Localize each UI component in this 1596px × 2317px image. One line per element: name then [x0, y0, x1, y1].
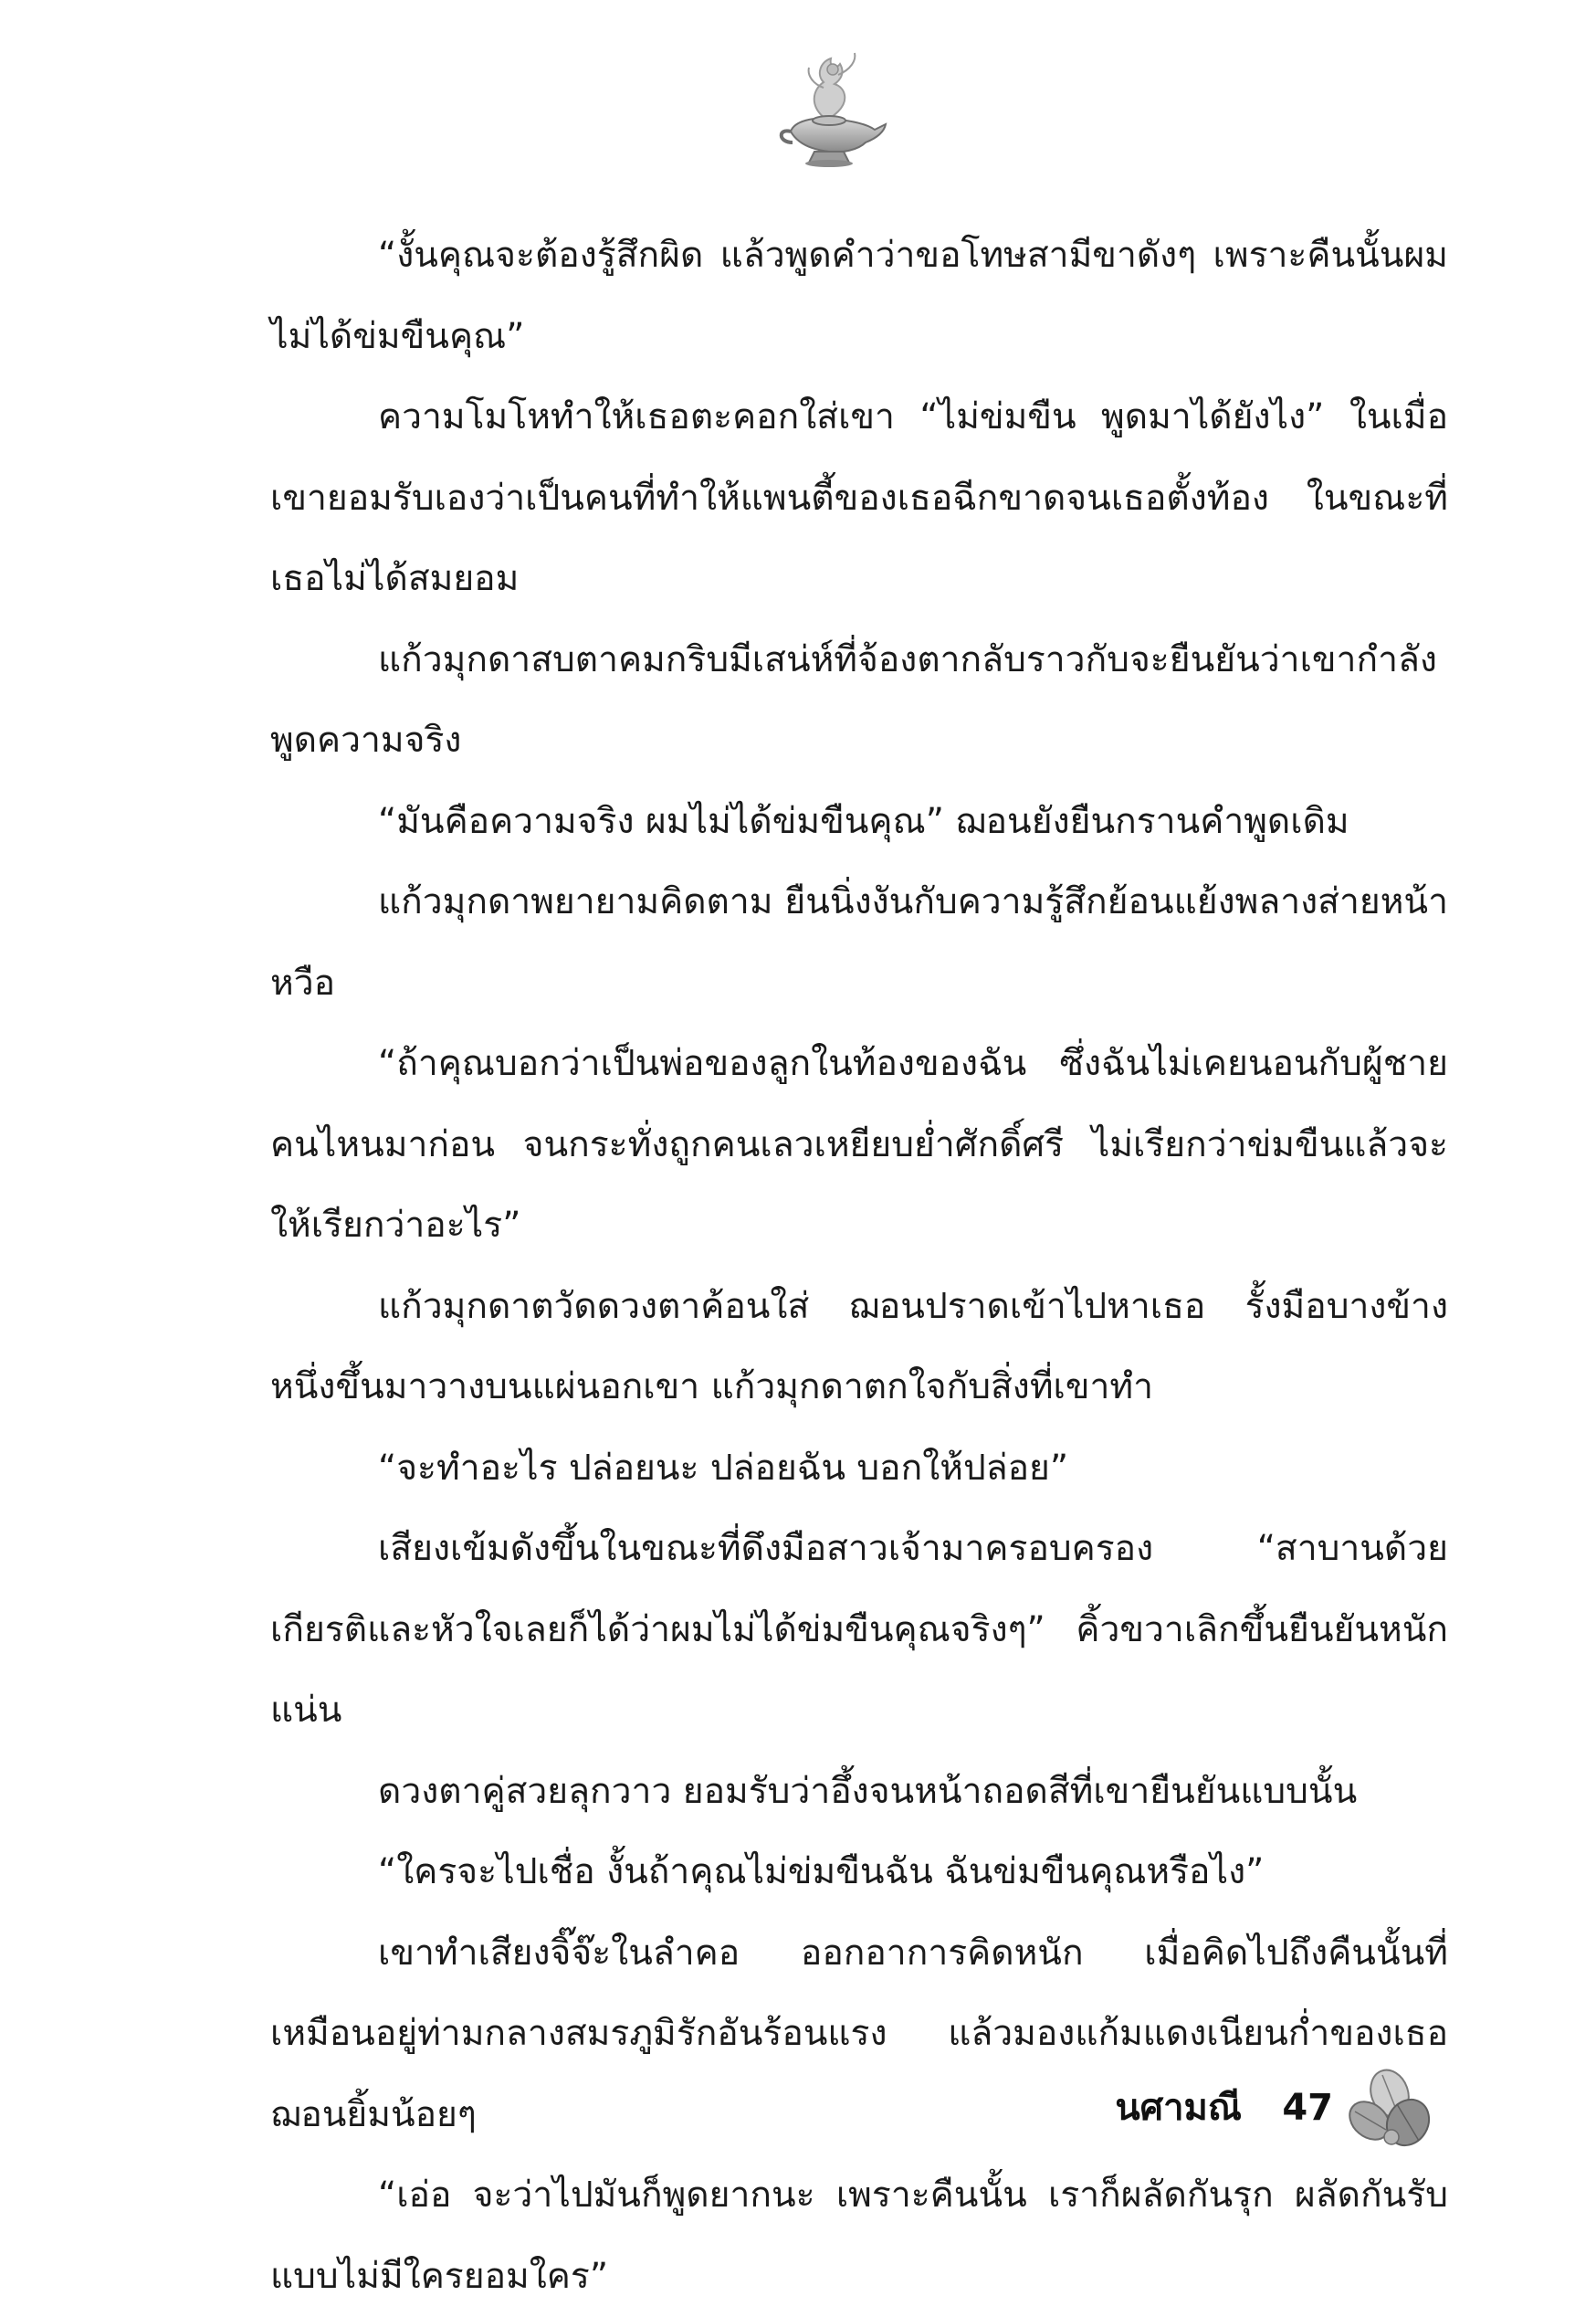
- paragraph: แก้วมุกดาสบตาคมกริบมีเสน่ห์ที่จ้องตากลับราวกับจะยืนยันว่าเขากำลังพูดความจริง: [270, 638, 1437, 761]
- book-title: นศามณี: [1115, 2087, 1242, 2129]
- paragraph: “ใครจะไปเชื่อ งั้นถ้าคุณไม่ข่มขืนฉัน ฉันข่มขืนคุณหรือไง”: [378, 1851, 1265, 1892]
- page-footer: [1096, 2064, 1461, 2164]
- page-number: 47: [1282, 2087, 1333, 2129]
- paragraph: แก้วมุกดาตวัดดวงตาค้อนใส่ ฌอนปราดเข้าไปหาเธอ รั้งมือบางข้างหนึ่งขึ้นมาวางบนแผ่นอกเขา แก้วมุกดาตกใจกับสิ่งที่เขาทำ: [270, 1285, 1448, 1407]
- paragraph: “ถ้าคุณบอกว่าเป็นพ่อของลูกในท้องของฉัน ซึ่งฉันไม่เคยนอนกับผู้ชายคนไหนมาก่อน จนกระทั่งถูกคนเลวเหยียบย่ำศักดิ์ศรี ไม่เรียกว่าข่มขืนแล้วจะให้เรียกว่าอะไร”: [270, 1043, 1448, 1246]
- paragraph: เสียงเข้มดังขึ้นในขณะที่ดึงมือสาวเจ้ามาครอบครอง “สาบานด้วยเกียรติและหัวใจเลยก็ได้ว่าผมไม่ได้ข่มขืนคุณจริงๆ” คิ้วขวาเลิกขึ้นยืนยันหนักแน่น: [270, 1528, 1448, 1731]
- paragraph: “มันคือความจริง ผมไม่ได้ข่มขืนคุณ” ฌอนยังยืนกรานคำพูดเดิม: [378, 800, 1349, 842]
- paragraph: “เอ่อ จะว่าไปมันก็พูดยากนะ เพราะคืนนั้น เราก็ผลัดกันรุก ผลัดกันรับแบบไม่มีใครยอมใคร”: [270, 2175, 1448, 2297]
- leaves-ornament-icon: [1346, 2064, 1437, 2155]
- paragraph: “งั้นคุณจะต้องรู้สึกผิด แล้วพูดคำว่าขอโทษสามีขาดังๆ เพราะคืนนั้นผมไม่ได้ข่มขืนคุณ”: [270, 235, 1448, 357]
- story-text: [270, 216, 1448, 2317]
- genie-lamp-icon: [772, 47, 891, 175]
- paragraph: “จะทำอะไร ปล่อยนะ ปล่อยฉัน บอกให้ปล่อย”: [378, 1447, 1069, 1489]
- paragraph: เขาทำเสียงจิ๊จ๊ะในลำคอ ออกอาการคิดหนัก เมื่อคิดไปถึงคืนนั้นที่เหมือนอยู่ท่ามกลางสมรภูมิรักอันร้อนแรง แล้วมองแก้มแดงเนียนก่ำของเธอ ฌอนยิ้มน้อยๆ: [270, 1932, 1448, 2135]
- paragraph: ดวงตาคู่สวยลุกวาว ยอมรับว่าอึ้งจนหน้าถอดสีที่เขายืนยันแบบนั้น: [378, 1770, 1358, 1812]
- paragraph: แก้วมุกดาพยายามคิดตาม ยืนนิ่งงันกับความรู้สึกย้อนแย้งพลางส่ายหน้าหวือ: [270, 881, 1448, 1004]
- paragraph: ความโมโหทำให้เธอตะคอกใส่เขา “ไม่ข่มขืน พูดมาได้ยังไง” ในเมื่อเขายอมรับเองว่าเป็นคนที่ทำให้แพนตี้ของเธอฉีกขาดจนเธอตั้งท้อง ในขณะที่เธอไม่ได้สมยอม: [270, 396, 1448, 599]
